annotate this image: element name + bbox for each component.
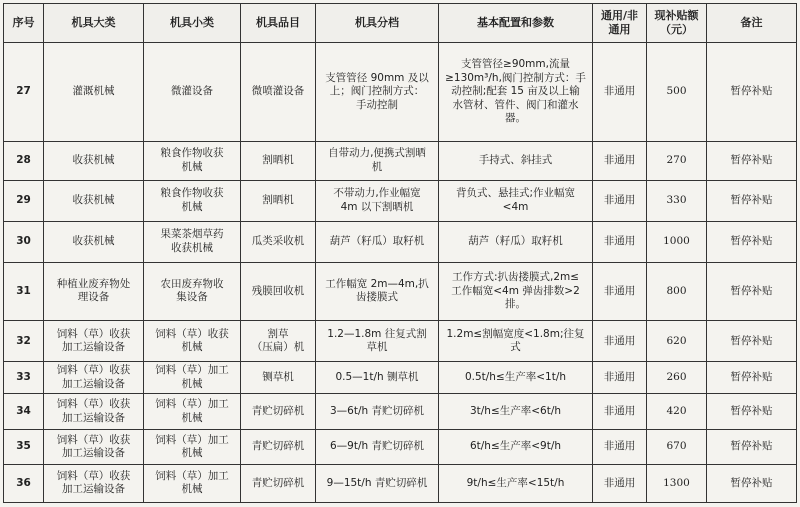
amount-cell: 270 xyxy=(647,141,707,180)
header-grade: 机具分档 xyxy=(316,4,439,43)
header-item: 机具品目 xyxy=(241,4,316,43)
seq-cell: 27 xyxy=(4,43,44,142)
grade-cell: 1.2—1.8m 往复式割 草机 xyxy=(316,321,439,362)
minor-category-cell: 粮食作物收获 机械 xyxy=(144,141,241,180)
note-cell: 暂停补贴 xyxy=(707,430,797,465)
grade-cell: 9—15t/h 青贮切碎机 xyxy=(316,464,439,502)
subsidy-table xyxy=(3,3,797,503)
note-cell: 暂停补贴 xyxy=(707,262,797,321)
table-row xyxy=(4,262,797,321)
item-cell: 残膜回收机 xyxy=(241,262,316,321)
table-row xyxy=(4,221,797,262)
table-row xyxy=(4,464,797,502)
config-cell: 6t/h≤生产率<9t/h xyxy=(439,430,593,465)
seq-cell: 36 xyxy=(4,464,44,502)
general-cell: 非通用 xyxy=(593,180,647,221)
general-cell: 非通用 xyxy=(593,430,647,465)
seq-cell: 29 xyxy=(4,180,44,221)
major-category-cell: 饲料（草）收获 加工运输设备 xyxy=(44,464,144,502)
general-cell: 非通用 xyxy=(593,221,647,262)
item-cell: 瓜类采收机 xyxy=(241,221,316,262)
seq-cell: 31 xyxy=(4,262,44,321)
config-cell: 支管管径≥90mm,流量 ≥130m³/h,阀门控制方式：手 动控制;配套 15 亩及以上输 水管材、管件、阀门和灌水 器。 xyxy=(439,43,593,142)
header-amount: 现补贴额 （元） xyxy=(647,4,707,43)
note-cell: 暂停补贴 xyxy=(707,180,797,221)
minor-category-cell: 饲料（草）加工 机械 xyxy=(144,362,241,394)
grade-cell: 自带动力,便携式割晒 机 xyxy=(316,141,439,180)
amount-cell: 670 xyxy=(647,430,707,465)
minor-category-cell: 饲料（草）收获 机械 xyxy=(144,321,241,362)
header-general: 通用/非 通用 xyxy=(593,4,647,43)
major-category-cell: 饲料（草）收获 加工运输设备 xyxy=(44,394,144,430)
header-seq: 序号 xyxy=(4,4,44,43)
note-cell: 暂停补贴 xyxy=(707,321,797,362)
minor-category-cell: 粮食作物收获 机械 xyxy=(144,180,241,221)
seq-cell: 33 xyxy=(4,362,44,394)
item-cell: 微喷灌设备 xyxy=(241,43,316,142)
general-cell: 非通用 xyxy=(593,362,647,394)
item-cell: 铡草机 xyxy=(241,362,316,394)
item-cell: 割晒机 xyxy=(241,180,316,221)
amount-cell: 800 xyxy=(647,262,707,321)
minor-category-cell: 饲料（草）加工 机械 xyxy=(144,430,241,465)
general-cell: 非通用 xyxy=(593,321,647,362)
header-config: 基本配置和参数 xyxy=(439,4,593,43)
table-row xyxy=(4,180,797,221)
seq-cell: 35 xyxy=(4,430,44,465)
general-cell: 非通用 xyxy=(593,141,647,180)
major-category-cell: 收获机械 xyxy=(44,221,144,262)
header-minor-category: 机具小类 xyxy=(144,4,241,43)
amount-cell: 620 xyxy=(647,321,707,362)
major-category-cell: 收获机械 xyxy=(44,180,144,221)
major-category-cell: 灌溉机械 xyxy=(44,43,144,142)
amount-cell: 330 xyxy=(647,180,707,221)
major-category-cell: 收获机械 xyxy=(44,141,144,180)
config-cell: 9t/h≤生产率<15t/h xyxy=(439,464,593,502)
minor-category-cell: 微灌设备 xyxy=(144,43,241,142)
item-cell: 割草 （压扁）机 xyxy=(241,321,316,362)
seq-cell: 28 xyxy=(4,141,44,180)
grade-cell: 工作幅宽 2m—4m,扒 齿搂膜式 xyxy=(316,262,439,321)
seq-cell: 32 xyxy=(4,321,44,362)
table-row xyxy=(4,43,797,142)
grade-cell: 支管管径 90mm 及以 上；阀门控制方式： 手动控制 xyxy=(316,43,439,142)
item-cell: 青贮切碎机 xyxy=(241,464,316,502)
item-cell: 青贮切碎机 xyxy=(241,394,316,430)
major-category-cell: 种植业废弃物处 理设备 xyxy=(44,262,144,321)
note-cell: 暂停补贴 xyxy=(707,464,797,502)
major-category-cell: 饲料（草）收获 加工运输设备 xyxy=(44,321,144,362)
grade-cell: 0.5—1t/h 铡草机 xyxy=(316,362,439,394)
config-cell: 0.5t/h≤生产率<1t/h xyxy=(439,362,593,394)
config-cell: 葫芦（籽瓜）取籽机 xyxy=(439,221,593,262)
minor-category-cell: 农田废弃物收 集设备 xyxy=(144,262,241,321)
note-cell: 暂停补贴 xyxy=(707,394,797,430)
major-category-cell: 饲料（草）收获 加工运输设备 xyxy=(44,362,144,394)
amount-cell: 260 xyxy=(647,362,707,394)
header-row xyxy=(4,4,797,43)
header-note: 备注 xyxy=(707,4,797,43)
table-row xyxy=(4,141,797,180)
seq-cell: 30 xyxy=(4,221,44,262)
general-cell: 非通用 xyxy=(593,394,647,430)
item-cell: 青贮切碎机 xyxy=(241,430,316,465)
amount-cell: 420 xyxy=(647,394,707,430)
note-cell: 暂停补贴 xyxy=(707,43,797,142)
table-row xyxy=(4,430,797,465)
config-cell: 1.2m≤割幅宽度<1.8m;往复 式 xyxy=(439,321,593,362)
note-cell: 暂停补贴 xyxy=(707,362,797,394)
general-cell: 非通用 xyxy=(593,464,647,502)
minor-category-cell: 果菜茶烟草药 收获机械 xyxy=(144,221,241,262)
config-cell: 工作方式:扒齿搂膜式,2m≤ 工作幅宽<4m 弹齿排数>2 排。 xyxy=(439,262,593,321)
header-major-category: 机具大类 xyxy=(44,4,144,43)
note-cell: 暂停补贴 xyxy=(707,141,797,180)
config-cell: 手持式、斜挂式 xyxy=(439,141,593,180)
amount-cell: 500 xyxy=(647,43,707,142)
config-cell: 3t/h≤生产率<6t/h xyxy=(439,394,593,430)
seq-cell: 34 xyxy=(4,394,44,430)
grade-cell: 3—6t/h 青贮切碎机 xyxy=(316,394,439,430)
grade-cell: 不带动力,作业幅宽 4m 以下割晒机 xyxy=(316,180,439,221)
table-row xyxy=(4,394,797,430)
table-row xyxy=(4,362,797,394)
minor-category-cell: 饲料（草）加工 机械 xyxy=(144,394,241,430)
general-cell: 非通用 xyxy=(593,43,647,142)
item-cell: 割晒机 xyxy=(241,141,316,180)
note-cell: 暂停补贴 xyxy=(707,221,797,262)
minor-category-cell: 饲料（草）加工 机械 xyxy=(144,464,241,502)
grade-cell: 葫芦（籽瓜）取籽机 xyxy=(316,221,439,262)
config-cell: 背负式、悬挂式;作业幅宽 <4m xyxy=(439,180,593,221)
table-row xyxy=(4,321,797,362)
amount-cell: 1000 xyxy=(647,221,707,262)
grade-cell: 6—9t/h 青贮切碎机 xyxy=(316,430,439,465)
general-cell: 非通用 xyxy=(593,262,647,321)
major-category-cell: 饲料（草）收获 加工运输设备 xyxy=(44,430,144,465)
amount-cell: 1300 xyxy=(647,464,707,502)
